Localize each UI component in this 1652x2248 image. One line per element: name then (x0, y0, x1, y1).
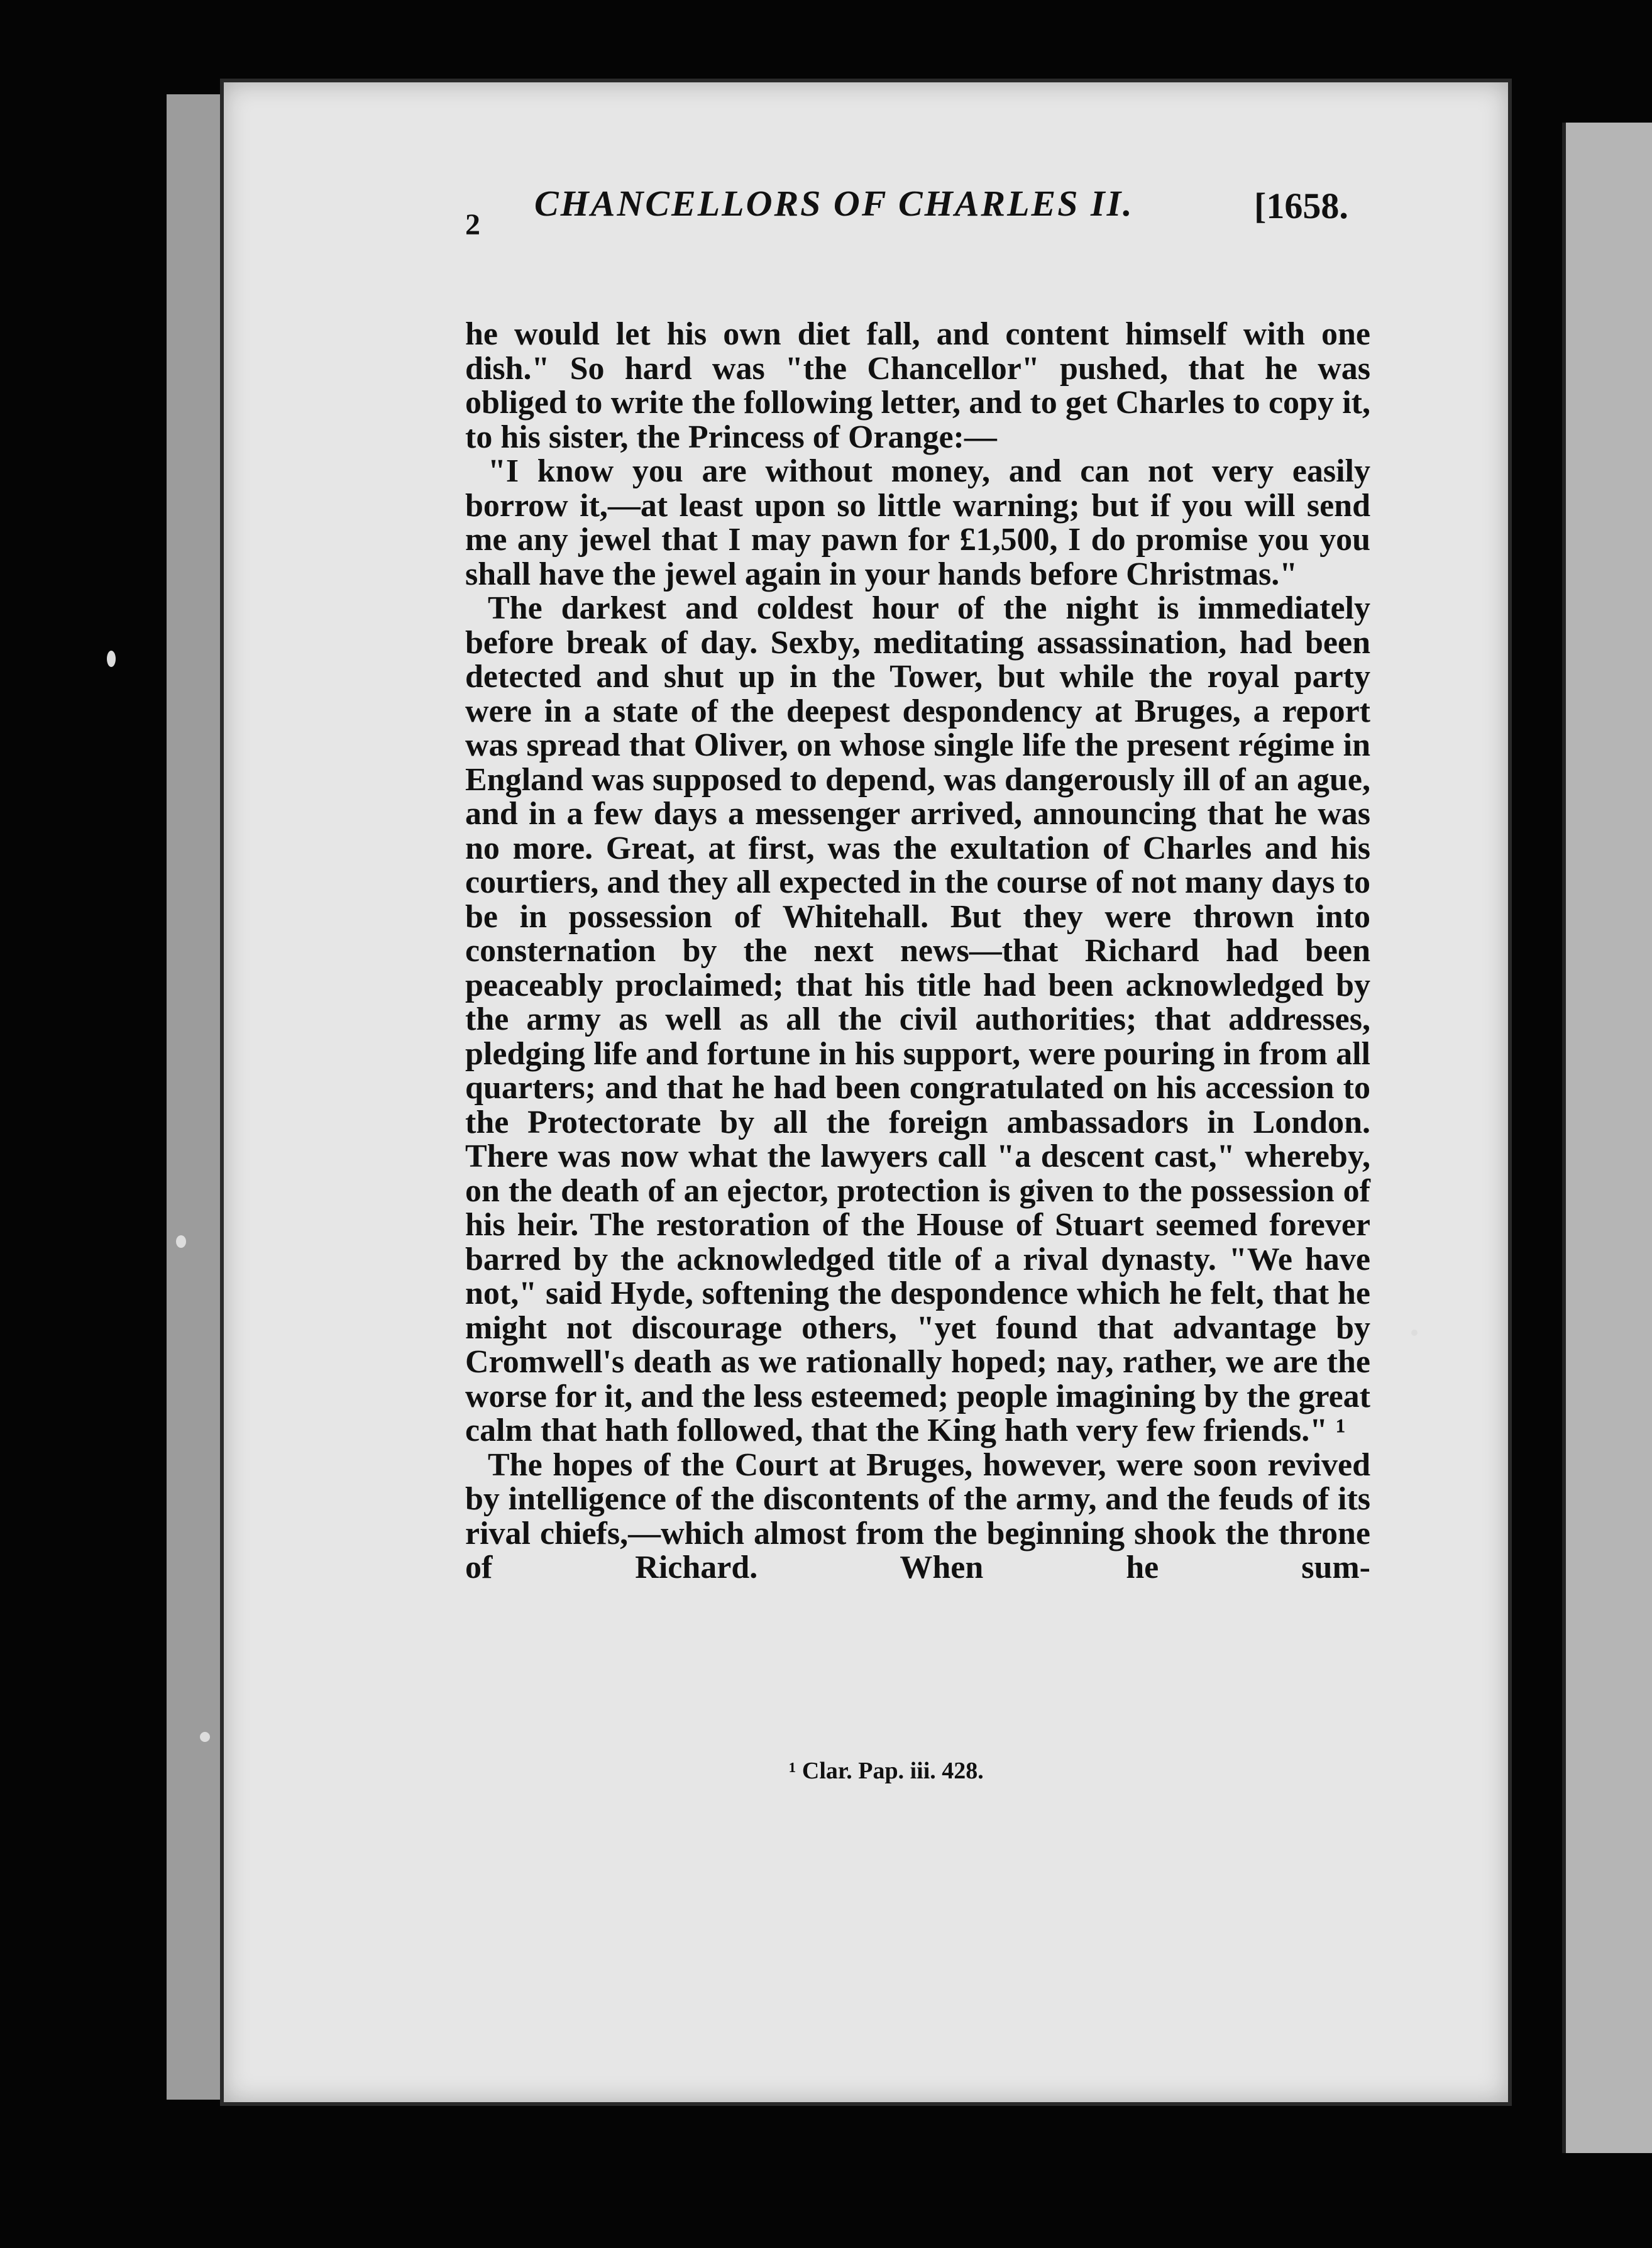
header-year: [1658. (1254, 185, 1348, 226)
scan-speck (200, 1732, 210, 1742)
letter-quote: "I know you are without money, and can not very easily borrow it,—at least upon so little warning; but if you will send me any jewel that I may pawn for £1,500, I do promise you you shall have the jewel again in your hands before Christmas." (465, 453, 1370, 592)
running-title: CHANCELLORS OF CHARLES II. (534, 183, 1134, 224)
scan-speck (1411, 1330, 1418, 1336)
left-page-edge (167, 94, 225, 2100)
page-number: 2 (465, 208, 480, 241)
right-page-edge (1562, 123, 1652, 2153)
scan-speck (176, 1235, 186, 1248)
body-text (465, 317, 1370, 1585)
scan-speck (107, 651, 116, 667)
page-header (465, 182, 1358, 264)
footnote: ¹ Clar. Pap. iii. 428. (789, 1758, 984, 1784)
paragraph-continued: he would let his own diet fall, and content himself with one dish." So hard was "the Chancellor" pushed, that he was obliged to write the following letter, and to get Charles to copy it, to his sister, the Princess of Orange:— (465, 316, 1370, 455)
paragraph: The darkest and coldest hour of the night is immediately before break of day. Sexby, meditating assassination, had been detected and shut up in the Tower, but while the royal party were in a state of the deepest despondency at Bruges, a report was spread that Oliver, on whose single life the present régime in England was supposed to depend, was dangerously ill of an ague, and in a few days a messenger arrived, announcing that he was no more. Great, at first, was the exultation of Charles and his courtiers, and they all expected in the course of not many days to be in possession of Whitehall. But they were thrown into consternation by the next news—that Richard had been peaceably proclaimed; that his title had been acknowledged by the army as well as all the civil authorities; that addresses, pledging life and fortune in his support, were pouring in from all quarters; and that he had been congratulated on his accession to the Protectorate by all the foreign ambassadors in London. There was now what the lawyers call "a descent cast," whereby, on the death of an ejector, protection is given to the possession of his heir. The restoration of the House of Stuart seemed forever barred by the acknowledged title of a rival dynasty. "We have not," said Hyde, softening the despondence which he felt, that he might not discourage others, "yet found that advantage by Cromwell's death as we rationally hoped; nay, rather, we are the worse for it, and the less esteemed; people imagining by the great calm that hath followed, that the King hath very few friends." ¹ (465, 590, 1370, 1448)
paragraph: The hopes of the Court at Bruges, however, were soon revived by intelligence of the discontents of the army, and the feuds of its rival chiefs,—which almost from the beginning shook the throne of Richard. When he sum- (465, 1446, 1370, 1585)
